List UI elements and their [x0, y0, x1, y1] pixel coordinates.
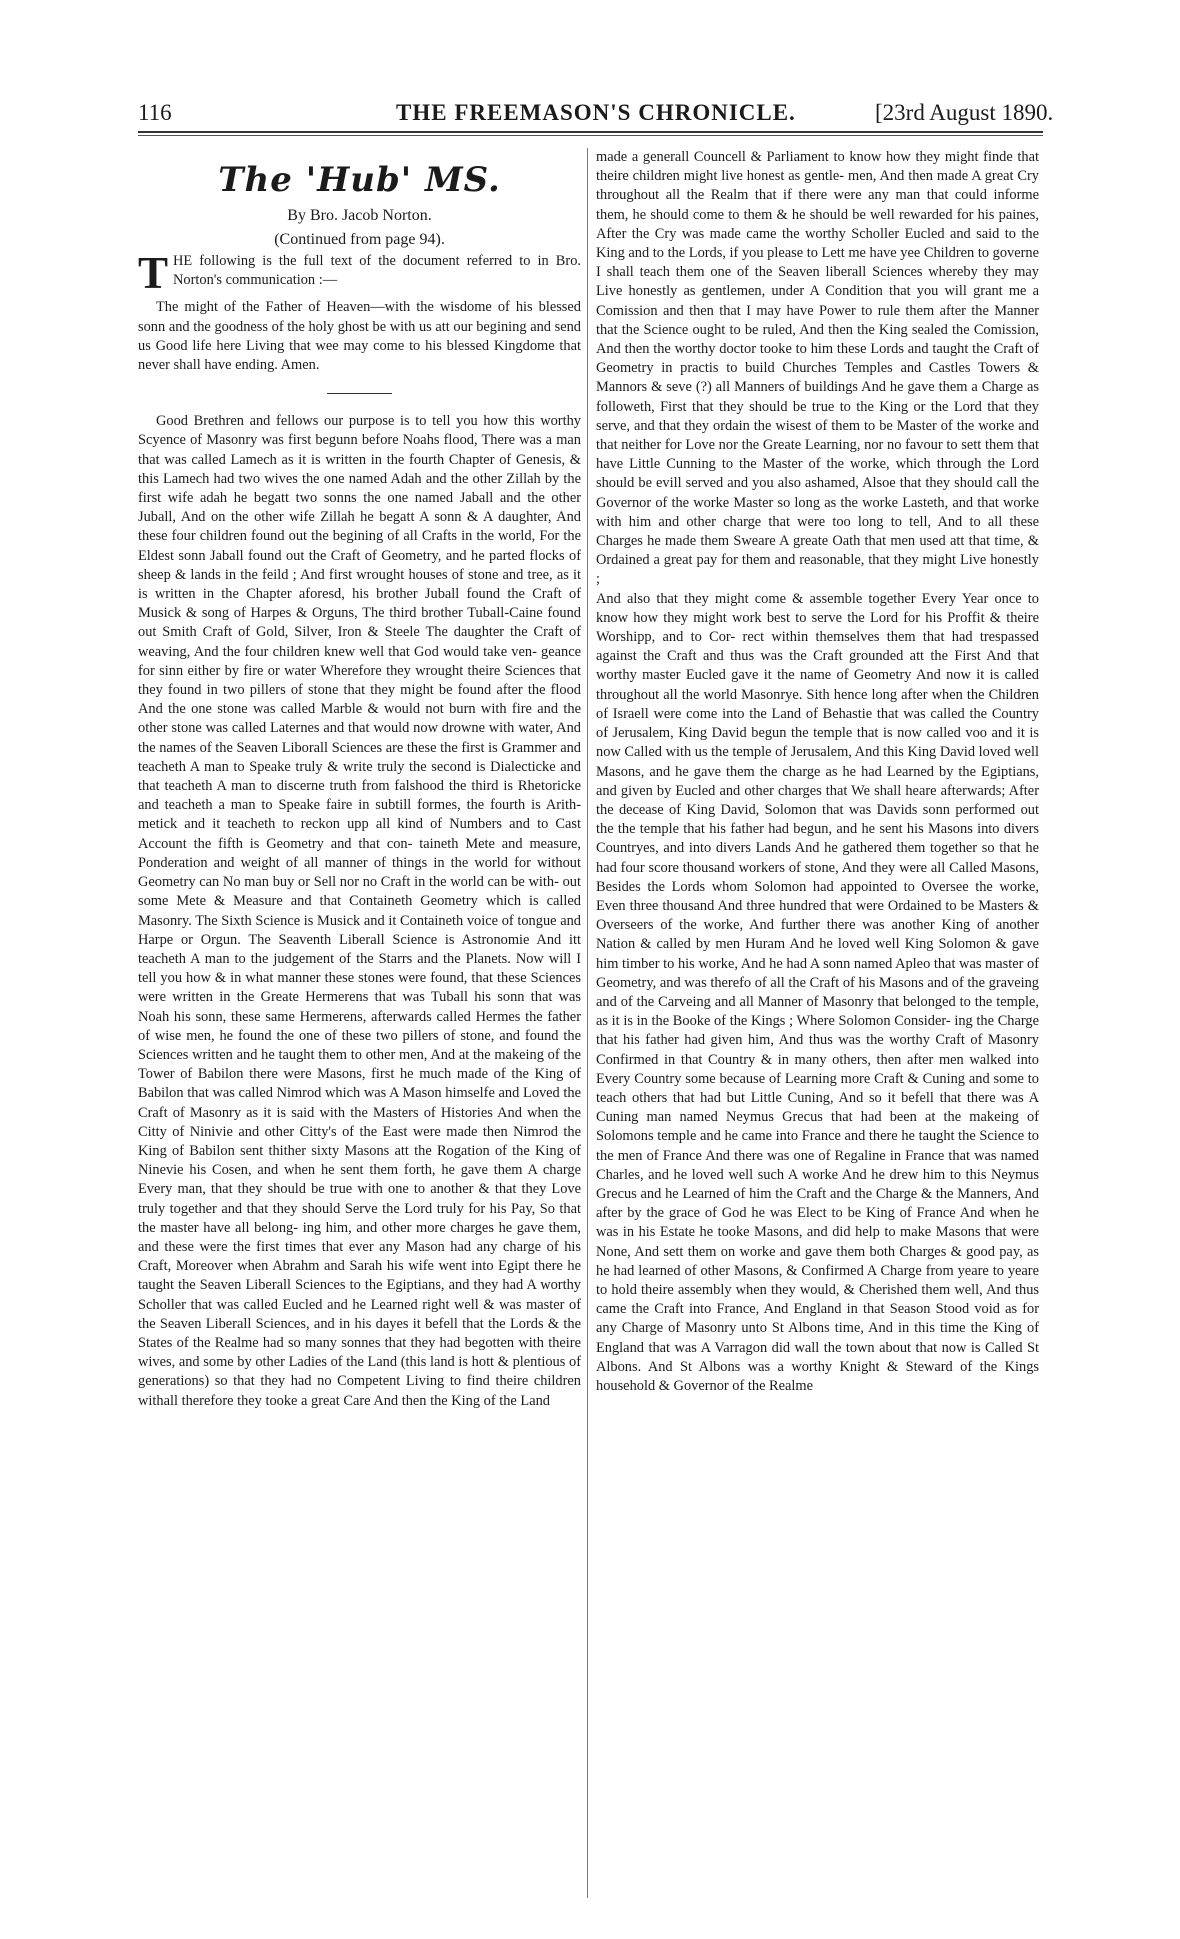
body-paragraph-right-2: And also that they might come & assemble together Every Year once to know how they might work best to serve the Lord for his Proffit & theire Worshipp, and to Cor- rect within themselves them that had trespassed against the Craft and thus was the Craft grounded att the First And that worthy master Eucled gave it the name of Geometry And now it is called throughout all the world Masonrye. Sith hence long after when the Children of Israell were come into the Land of Behastie that was called the Country of Jerusalem, King David begun the temple that is now called voo and it is now Called with us the temple of Jerusalem, And this King David loved well Masons, and he gave them the charge as he had Learned by the Egiptians, and given by Eucled and other charges that We shall heare afterwards; After the decease of King David, Solomon that was Davids sonn performed out the the temple that his father had begun, and he sent his Masons into divers Countryes, and into divers Lands And he gathered them together so that he had four score thousand workers of stone, And they were all Called Masons, Besides the Lords whom Solomon had appointed to Oversee the worke, Even three thousand And three hundred that were Ordained to be Masters & Overseers of the worke, And further there was another King of another Nation & called by men Huram And he loved well King Solomon & gave him timber to his worke, And he had A sonn named Apleo that was master of Geometry, and was therefo of all the Craft of his Masons and of the graveing and of the Carveing and all Manner of Masonry that belonged to the temple, as it is in the Booke of the Kings ; Where Solomon Consider- ing the Charge that his father had given him, And thus was the worthy Craft of Masonry Confirmed in that Country & in many others, then after men walked into Every Country some because of Learning more Craft & Cuning and some to teach others that had but Little Cuning, And so it befell that there was A Cuning man named Neymus Grecus that had been at the makeing of Solomons temple and he came into France and there he taught the Science to the men of France And there was one of Regaline in France that was named Charles, and he loved well such A worke And he drew him to this Neymus Grecus and he Learned of him the Craft and the Charge & the Manners, And after by the grace of God he was Elect to be King of France And when he was in his Estate he tooke Masons, and did help to make Masons that were None, And sett them on worke and gave them both Charges & good pay, as he had learned of other Masons, & Confirmed A Charge from yeare to yeare to hold theire assembly when they would, & Cherished them well, And thus came the Craft into France, And England in that Season Stood void as for any Charge of Masonry unto St Albons time, And in this time the King of England that was A Varragon did wall the town about that now is Called St Albons. And St Albons was a worthy Knight & Steward of the Kings household & Governor of the Realme	[596, 590, 1039, 1394]
drop-cap: T	[138, 248, 169, 298]
right-column	[596, 148, 1039, 1396]
section-separator	[327, 393, 392, 394]
publication-title: THE FREEMASON'S CHRONICLE.	[396, 100, 796, 125]
byline: By Bro. Jacob Norton.	[287, 207, 432, 224]
body-paragraph-left: Good Brethren and fellows our purpose is to tell you how this worthy Scyence of Masonry was first begunn before Noahs flood, There was a man that was called Lamech as it is written in the fourth Chapter of Genesis, & this Lamech had two wives the one named Adah and the other Zillah by the first wife adah he begatt two sonns the one named Jaball and the other Juball, And on the other wife Zillah he begatt A sonn & A daughter, And these four children found out the begining of all Crafts in the world, For the Eldest sonn Jaball found out the Craft of Geometry, and he parted flocks of sheep & lands in the feild ; And first wrought houses of stone and tree, as it is written in the Chapter aforesd, his brother Juball found the Craft of Musick & song of Harpes & Orguns, The third brother Tuball-Caine found out Smith Craft of Gold, Silver, Iron & Steele The daughter the Craft of weaving, And the four children knew well that God would take ven- geance for sinn either by fire or water Wherefore they wrought theire Sciences that they found in two pillers of stone that they might be found after the flood And the one stone was called Marble & would not burn with fire and the other stone was called Laternes and that would now drowne with water, And the names of the Seaven Liborall Sciences are these the first is Grammer and teacheth A man to Speake truly & write truly the second is Dialecticke and that teacheth A man to discerne truth from falshood the third is Rhetoricke and teacheth a man to Speake faire in subtill formes, the fourth is Arith- metick and it teacheth to reckon upp all kind of Numbers and to Cast Account the fifth is Geometry and that con- taineth Mete and measure, Ponderation and weight of all manner of things in the world for without Geometry can No man buy or Sell nor no Craft in the world can be with- out some Mete & Measure and that Containeth Geometry which is called Masonry. The Sixth Science is Musick and it Containeth voice of tongue and Harpe or Orgun. The Seaventh Liberall Science is Astronomie And itt teacheth A man to the judgement of the Starrs and the Planets. Now will I tell you how & in what manner these stones were found, that these Sciences were written in the Greate Hermerens that was Tuball his sonn that was Noah his sonn, these same Hermerens, afterwards called Hermes the father of wise men, he found the one of these two pillers of stone, and found the Sciences written and he taught them to other men, And at the makeing of the Tower of Babilon there were Masons, first he much made of the King of Babilon that was called Nimrod which was A Mason himselfe and Loved the Craft of Masonry as it is said with the Masters of Histories And when the Citty of Ninivie and other Citty's of the East were made then Nimrod the King of Babilon sent thither sixty Masons att the Rogation of the King of Ninevie his Cosen, and when he sent them forth, he gave them A charge Every man, that they should be true with one to another & that they Love truly together and that they should Serve the Lord truly for his Pay, So that the master have all belong- ing him, and other more charges he gave them, and these were the first times that ever any Mason had any charge of his Craft, Moreover when Abrahm and Sarah his wife went into Egipt there he taught the Seaven Liberall Sciences to the Egiptians, and they had A worthy Scholler that was called Eucled and he Learned right well & was master of the Seaven Liberall Sciences, and in his dayes it befell that the Lords & the States of the Realme had so many sonnes that they had begotten with theire wives, and some by other Ladies of the Land (this land is hott & plentious of generations) so that they had no Competent Living to find theire children withall therefore they tooke a great Care And then the King of the Land	[138, 413, 581, 1409]
issue-date: [23rd August 1890.	[875, 100, 1054, 125]
invocation-paragraph: The might of the Father of Heaven—with the wisdome of his blessed sonn and the goodness of the holy ghost be with us att our begining and send us Good life here Living that wee may come to his blessed Kingdome that never shall have ending. Amen.	[138, 299, 581, 374]
left-column	[138, 148, 581, 1411]
intro-text: HE following is the full text of the document referred to in Bro. Norton's communication :—	[173, 253, 581, 289]
continued-note: (Continued from page 94).	[274, 231, 445, 248]
article-title: The 'Hub' MS.	[218, 160, 501, 200]
header-rule-thin	[138, 135, 1043, 136]
body-paragraph-right-1: made a generall Councell & Parliament to know how they might finde that theire children might live honest as gentle- men, And then made A great Cry throughout all the Realm that if there were any man that could informe them, he should come to them & he should be well rewarded for his paines, After the Cry was made came the worthy Scholler Eucled and said to the King and to the Lords, if you please to Lett me have yee Children to governe I shall teach them one of the Seaven liberall Sciences whereby they may Live honestly as gentlemen, under A Condition that you will grant me a Comission and then that I may have Power to rule them after the Manner that the Science ought to be ruled, And then the King sealed the Comission, And then the worthy doctor tooke to him these Lords and taught the Craft of Geometry in practis to build Churches Temples and Castles Towers & Mannors & seve (?) all Manners of buildings And he gave them a Charge as followeth, First that they should be true to the King or the Lord that they serve, and that they ordain the wisest of them to be Master of the worke and that neither for Love nor the Greate Learning, nor no favour to sett them that have Little Cunning to the Master of the worke, which through the Lord should be evill served and you also ashamed, Alsoe that they should call the Governor of the worke Master so long as the worke Lasteth, and that worke with him and other charge that were too long to tell, And to all these Charges he made them Sweare A greate Oath that men used att that time, & Ordained a great pay for them and reasonable, that they might Live honestly ;	[596, 149, 1039, 588]
header-rule	[138, 131, 1043, 133]
column-divider	[587, 148, 588, 1898]
intro-paragraph	[138, 248, 581, 298]
page-number: 116	[138, 100, 172, 125]
